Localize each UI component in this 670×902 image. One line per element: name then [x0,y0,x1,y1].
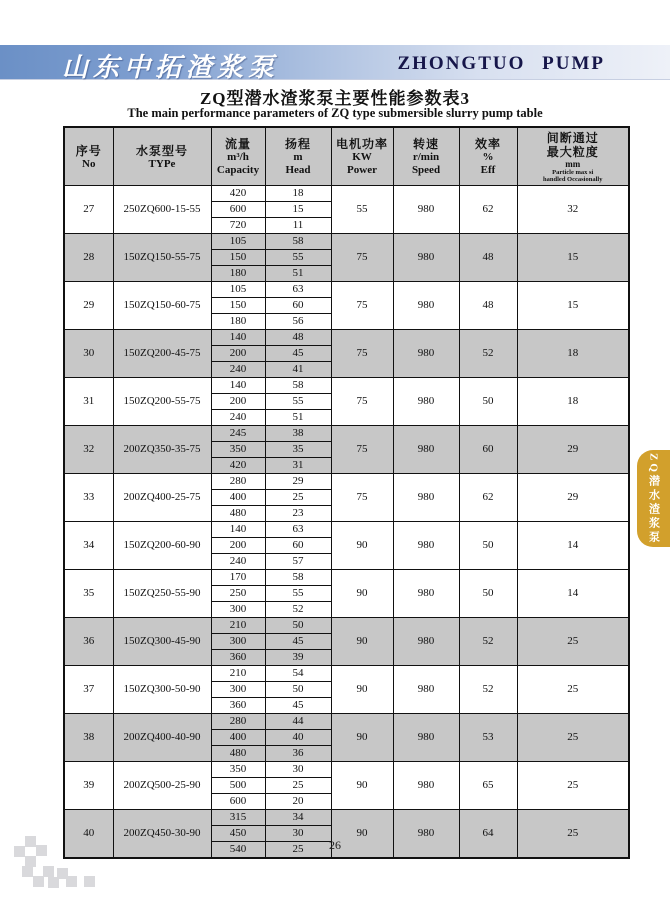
capacity-value: 400 [211,730,265,746]
speed-value: 980 [393,186,459,234]
head-value: 48 [265,330,331,346]
head-value: 60 [265,298,331,314]
table-row [64,426,629,442]
eff-value: 53 [459,714,517,762]
power-value: 75 [331,282,393,330]
eff-value: 62 [459,186,517,234]
table-header-row [64,127,629,186]
head-value: 31 [265,458,331,474]
head-value: 55 [265,586,331,602]
capacity-value: 240 [211,410,265,426]
head-value: 41 [265,362,331,378]
row-no: 32 [64,426,113,474]
head-value: 58 [265,378,331,394]
row-no: 33 [64,474,113,522]
power-value: 75 [331,426,393,474]
head-value: 34 [265,810,331,826]
pump-type: 150ZQ200-45-75 [113,330,211,378]
particle-value: 25 [517,762,629,810]
head-value: 38 [265,426,331,442]
pump-type: 200ZQ350-35-75 [113,426,211,474]
power-value: 90 [331,522,393,570]
particle-value: 25 [517,714,629,762]
brand-logo-calligraphy: 山东中拓渣浆泵 [62,53,280,83]
col-header-power: 电机功率 KW Power [331,127,393,186]
capacity-value: 540 [211,842,265,859]
decor-checker-square [33,876,44,887]
row-no: 31 [64,378,113,426]
head-value: 45 [265,634,331,650]
page-number: 26 [329,838,341,852]
speed-value: 980 [393,810,459,859]
eff-value: 64 [459,810,517,859]
side-tab-label: ZQ潜水渣浆泵 [647,452,660,545]
capacity-value: 280 [211,474,265,490]
eff-value: 48 [459,234,517,282]
pump-type: 150ZQ250-55-90 [113,570,211,618]
col-header-no: 序号 No [64,127,113,186]
col-header-capacity: 流量 m³/h Capacity [211,127,265,186]
head-value: 15 [265,202,331,218]
head-value: 58 [265,570,331,586]
pump-type: 200ZQ450-30-90 [113,810,211,859]
eff-value: 52 [459,618,517,666]
table-row [64,474,629,490]
head-value: 54 [265,666,331,682]
col-header-eff: 效率 % Eff [459,127,517,186]
capacity-value: 450 [211,826,265,842]
particle-value: 15 [517,282,629,330]
head-value: 58 [265,234,331,250]
particle-value: 32 [517,186,629,234]
row-no: 34 [64,522,113,570]
col-header-type: 水泵型号 TYPe [113,127,211,186]
head-value: 50 [265,618,331,634]
capacity-value: 480 [211,746,265,762]
decor-checker-square [66,876,77,887]
eff-value: 48 [459,282,517,330]
brand-wordmark: ZHONGTUO PUMP [397,53,605,74]
row-no: 37 [64,666,113,714]
row-no: 35 [64,570,113,618]
decor-checker-square [48,877,59,888]
col-header-speed: 转速 r/min Speed [393,127,459,186]
capacity-value: 140 [211,522,265,538]
head-value: 63 [265,522,331,538]
speed-value: 980 [393,762,459,810]
head-value: 44 [265,714,331,730]
power-value: 55 [331,186,393,234]
head-value: 51 [265,410,331,426]
decor-checker-square [84,876,95,887]
eff-value: 52 [459,666,517,714]
table-row [64,570,629,586]
power-value: 90 [331,714,393,762]
head-value: 29 [265,474,331,490]
head-value: 36 [265,746,331,762]
capacity-value: 150 [211,298,265,314]
table-row [64,186,629,202]
pump-type: 150ZQ200-55-75 [113,378,211,426]
spec-table [63,126,630,859]
row-no: 28 [64,234,113,282]
row-no: 29 [64,282,113,330]
capacity-value: 240 [211,554,265,570]
head-value: 25 [265,490,331,506]
capacity-value: 300 [211,602,265,618]
pump-type: 150ZQ150-55-75 [113,234,211,282]
capacity-value: 200 [211,394,265,410]
particle-value: 14 [517,522,629,570]
capacity-value: 400 [211,490,265,506]
speed-value: 980 [393,570,459,618]
table-row [64,666,629,682]
row-no: 30 [64,330,113,378]
row-no: 36 [64,618,113,666]
power-value: 75 [331,474,393,522]
pump-type: 200ZQ500-25-90 [113,762,211,810]
speed-value: 980 [393,378,459,426]
head-value: 30 [265,762,331,778]
speed-value: 980 [393,474,459,522]
eff-value: 50 [459,378,517,426]
speed-value: 980 [393,426,459,474]
page-subtitle: The main performance parameters of ZQ type submersible slurry pump table [127,106,543,120]
particle-value: 14 [517,570,629,618]
eff-value: 60 [459,426,517,474]
decor-checker-square [14,846,25,857]
head-value: 55 [265,250,331,266]
decor-checker-square [22,866,33,877]
pump-type: 150ZQ300-50-90 [113,666,211,714]
head-value: 55 [265,394,331,410]
head-value: 50 [265,682,331,698]
page-title: ZQ型潜水渣浆泵主要性能参数表3 [199,89,471,108]
capacity-value: 315 [211,810,265,826]
speed-value: 980 [393,714,459,762]
capacity-value: 200 [211,538,265,554]
pump-type: 150ZQ200-60-90 [113,522,211,570]
capacity-value: 720 [211,218,265,234]
pump-type: 250ZQ600-15-55 [113,186,211,234]
head-value: 30 [265,826,331,842]
particle-value: 25 [517,618,629,666]
eff-value: 62 [459,474,517,522]
speed-value: 980 [393,330,459,378]
capacity-value: 210 [211,618,265,634]
row-no: 39 [64,762,113,810]
head-value: 60 [265,538,331,554]
speed-value: 980 [393,618,459,666]
capacity-value: 280 [211,714,265,730]
head-value: 51 [265,266,331,282]
speed-value: 980 [393,282,459,330]
head-value: 63 [265,282,331,298]
capacity-value: 480 [211,506,265,522]
decor-checker-square [43,866,54,877]
particle-value: 15 [517,234,629,282]
particle-value: 29 [517,426,629,474]
pump-type: 200ZQ400-40-90 [113,714,211,762]
capacity-value: 105 [211,234,265,250]
head-value: 57 [265,554,331,570]
pump-type: 200ZQ400-25-75 [113,474,211,522]
table-row [64,618,629,634]
head-value: 52 [265,602,331,618]
table-row [64,282,629,298]
head-value: 45 [265,346,331,362]
capacity-value: 300 [211,682,265,698]
particle-value: 25 [517,666,629,714]
eff-value: 52 [459,330,517,378]
capacity-value: 140 [211,330,265,346]
table-row [64,378,629,394]
capacity-value: 300 [211,634,265,650]
capacity-value: 250 [211,586,265,602]
speed-value: 980 [393,666,459,714]
table-row [64,810,629,826]
power-value: 75 [331,234,393,282]
pump-type: 150ZQ150-60-75 [113,282,211,330]
spec-table-container [63,126,630,859]
table-row [64,330,629,346]
eff-value: 50 [459,522,517,570]
speed-value: 980 [393,522,459,570]
head-value: 25 [265,842,331,859]
capacity-value: 105 [211,282,265,298]
col-header-particle: 间断通过 最大粒度 mm Particle max si handled Occasionally [517,127,629,186]
head-value: 18 [265,186,331,202]
head-value: 23 [265,506,331,522]
capacity-value: 500 [211,778,265,794]
table-row [64,714,629,730]
capacity-value: 360 [211,698,265,714]
capacity-value: 420 [211,186,265,202]
power-value: 75 [331,330,393,378]
capacity-value: 245 [211,426,265,442]
head-value: 39 [265,650,331,666]
particle-value: 18 [517,330,629,378]
power-value: 75 [331,378,393,426]
particle-value: 29 [517,474,629,522]
capacity-value: 210 [211,666,265,682]
capacity-value: 180 [211,266,265,282]
capacity-value: 170 [211,570,265,586]
capacity-value: 420 [211,458,265,474]
head-value: 56 [265,314,331,330]
eff-value: 65 [459,762,517,810]
capacity-value: 600 [211,794,265,810]
row-no: 38 [64,714,113,762]
particle-value: 18 [517,378,629,426]
head-value: 20 [265,794,331,810]
head-value: 11 [265,218,331,234]
capacity-value: 350 [211,762,265,778]
capacity-value: 350 [211,442,265,458]
head-value: 25 [265,778,331,794]
capacity-value: 150 [211,250,265,266]
col-header-head: 扬程 m Head [265,127,331,186]
capacity-value: 360 [211,650,265,666]
table-row [64,234,629,250]
particle-value: 25 [517,810,629,859]
table-row [64,762,629,778]
table-row [64,522,629,538]
decor-checker-square [25,836,36,847]
decor-checker-square [36,845,47,856]
row-no: 40 [64,810,113,859]
capacity-value: 140 [211,378,265,394]
power-value: 90 [331,810,393,859]
power-value: 90 [331,762,393,810]
capacity-value: 180 [211,314,265,330]
power-value: 90 [331,570,393,618]
head-value: 35 [265,442,331,458]
capacity-value: 200 [211,346,265,362]
power-value: 90 [331,666,393,714]
head-value: 45 [265,698,331,714]
capacity-value: 240 [211,362,265,378]
side-tab [637,450,670,547]
power-value: 90 [331,618,393,666]
pump-type: 150ZQ300-45-90 [113,618,211,666]
speed-value: 980 [393,234,459,282]
eff-value: 50 [459,570,517,618]
capacity-value: 600 [211,202,265,218]
row-no: 27 [64,186,113,234]
head-value: 40 [265,730,331,746]
